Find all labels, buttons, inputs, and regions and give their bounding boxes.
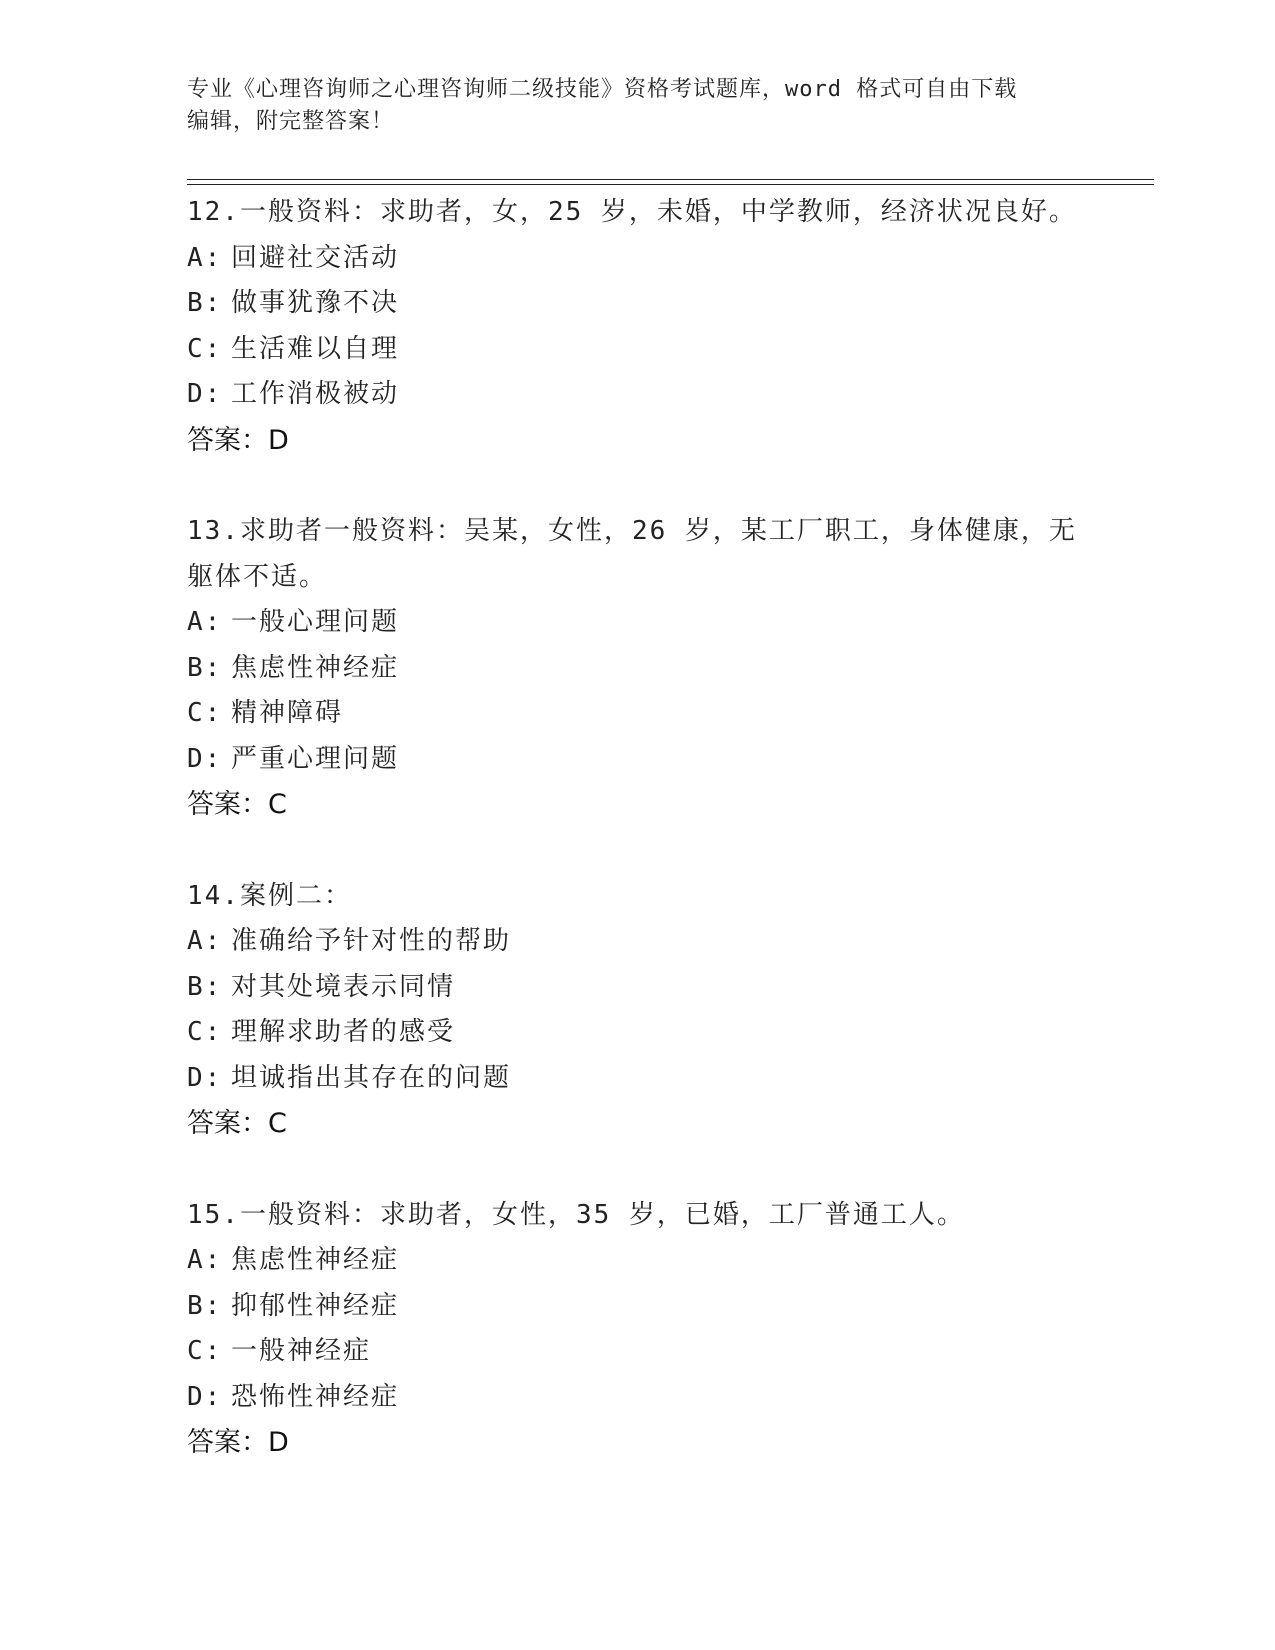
option-letter: C: <box>187 698 223 728</box>
option-letter: B: <box>187 288 223 318</box>
option-b <box>187 1284 1087 1330</box>
option-d <box>187 372 1087 418</box>
option-letter: B: <box>187 652 223 683</box>
option-b <box>187 281 1087 327</box>
option-text: 做事犹豫不决 <box>231 288 400 318</box>
option-d <box>187 737 1087 783</box>
option-text: 焦虑性神经症 <box>231 1245 400 1275</box>
option-text: 一般神经症 <box>231 1336 372 1366</box>
option-letter: D: <box>187 1062 223 1093</box>
option-a <box>187 1238 1087 1284</box>
question-stem: 15.一般资料：求助者，女性，35 岁，已婚，工厂普通工人。 <box>187 1199 965 1230</box>
option-d <box>187 1375 1087 1421</box>
answer-line: 答案：C <box>187 789 287 820</box>
document-header <box>187 74 1087 138</box>
question-13 <box>187 509 1087 828</box>
question-stem: 14.案例二： <box>187 880 352 911</box>
header-line-1: 专业《心理咨询师之心理咨询师二级技能》资格考试题库，word 格式可自由下载 <box>187 77 1018 102</box>
option-c <box>187 1010 1087 1056</box>
answer-line: 答案：D <box>187 424 289 456</box>
question-12 <box>187 190 1087 463</box>
option-letter: C: <box>187 333 223 364</box>
option-a <box>187 600 1087 646</box>
header-rule-bottom <box>187 184 1154 185</box>
option-text: 恐怖性神经症 <box>231 1381 400 1412</box>
option-text: 准确给予针对性的帮助 <box>231 926 512 956</box>
option-letter: A: <box>187 607 223 637</box>
option-letter: B: <box>187 971 223 1002</box>
answer-line: 答案：C <box>187 1108 287 1139</box>
header-rule-top <box>187 179 1154 180</box>
option-text: 回避社交活动 <box>231 242 400 273</box>
option-b <box>187 965 1087 1011</box>
option-c <box>187 327 1087 373</box>
option-letter: B: <box>187 1290 223 1321</box>
option-text: 坦诚指出其存在的问题 <box>231 1062 512 1093</box>
option-b <box>187 646 1087 692</box>
question-14 <box>187 874 1087 1147</box>
option-letter: C: <box>187 1336 223 1366</box>
option-a <box>187 919 1087 965</box>
option-letter: D: <box>187 379 223 409</box>
option-letter: D: <box>187 1381 223 1412</box>
option-c <box>187 1329 1087 1375</box>
answer-line: 答案：D <box>187 1427 289 1458</box>
option-a <box>187 236 1087 282</box>
option-text: 理解求助者的感受 <box>231 1017 456 1047</box>
option-c <box>187 691 1087 737</box>
option-text: 抑郁性神经症 <box>231 1290 400 1321</box>
option-text: 一般心理问题 <box>231 607 400 637</box>
option-letter: A: <box>187 242 223 273</box>
option-text: 对其处境表示同情 <box>231 971 456 1002</box>
option-text: 工作消极被动 <box>231 379 400 409</box>
question-list <box>187 190 1087 1512</box>
option-text: 生活难以自理 <box>231 333 400 364</box>
option-text: 严重心理问题 <box>231 743 400 774</box>
option-text: 精神障碍 <box>231 698 344 728</box>
question-stem: 13.求助者一般资料：吴某，女性，26 岁，某工厂职工，身体健康，无躯体不适。 <box>187 516 1077 592</box>
option-letter: D: <box>187 743 223 774</box>
option-text: 焦虑性神经症 <box>231 652 400 683</box>
question-stem: 12.一般资料：求助者，女，25 岁，未婚，中学教师，经济状况良好。 <box>187 197 1077 227</box>
option-letter: A: <box>187 1245 223 1275</box>
option-d <box>187 1056 1087 1102</box>
option-letter: A: <box>187 926 223 956</box>
header-line-2: 编辑，附完整答案！ <box>187 109 395 134</box>
option-letter: C: <box>187 1017 223 1047</box>
question-15 <box>187 1193 1087 1466</box>
